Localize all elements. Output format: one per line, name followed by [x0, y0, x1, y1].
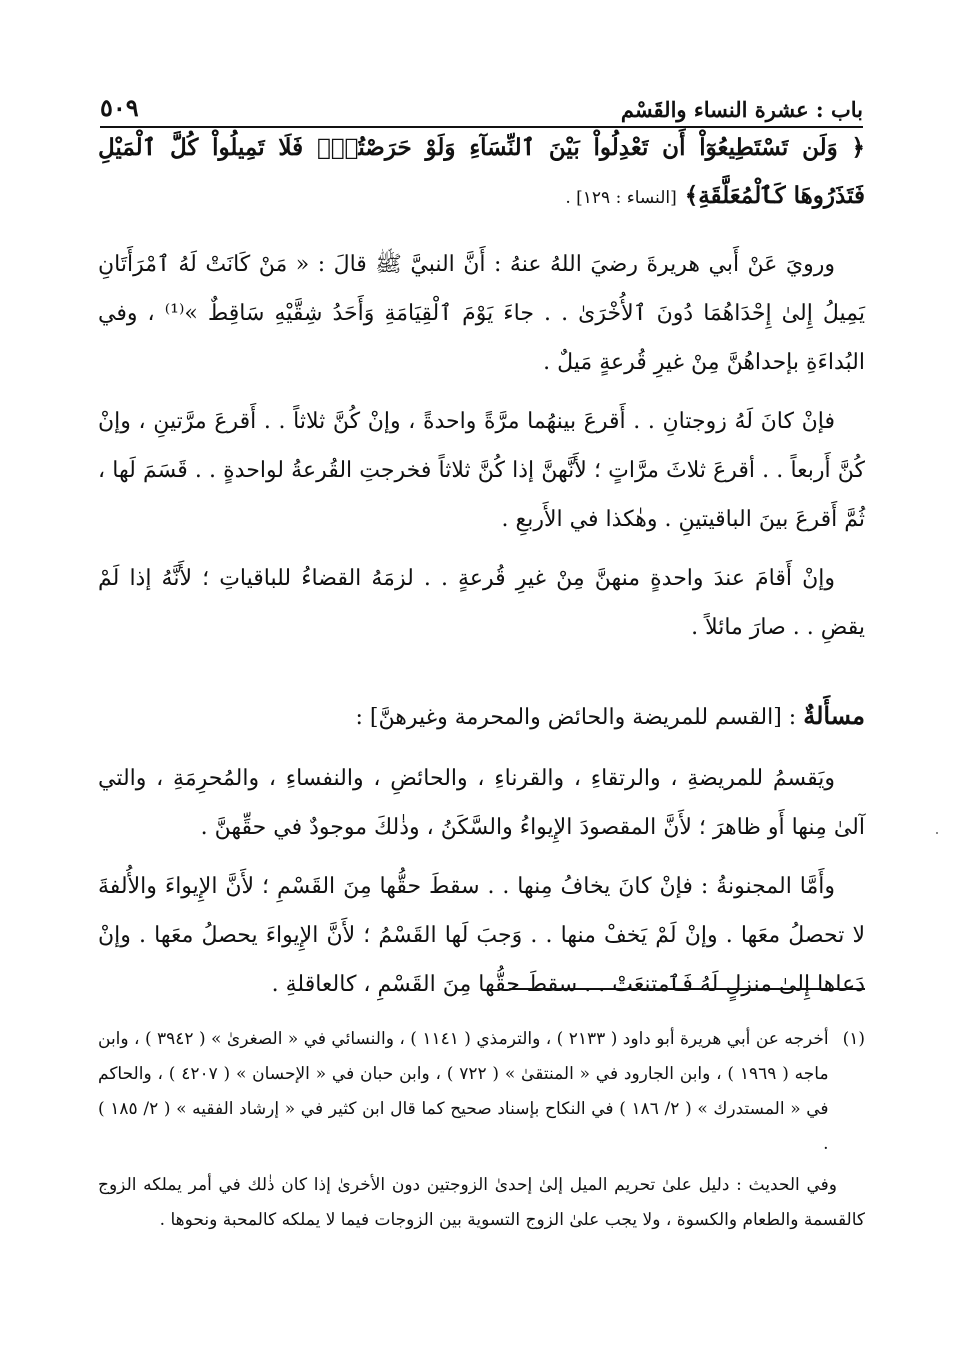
paragraph-hadith: ورويَ عَنْ أَبي هريرةَ رضيَ اللهُ عنهُ : أَنَّ النبيَّ ﷺ قالَ : « مَنْ كَانَتْ لَهُ ٱمْرَأَتَانِ يَمِيلُ إِلىٰ إِحْدَاهُمَا دُونَ ٱلأُخْرَىٰ . . جاءَ يَوْمَ ٱلْقِيَامَةِ وَأَحَدُ شِقَّيْهِ سَاقِطٌ »⁽¹⁾ ، وفي البُداءَةِ بإحداهُنَّ مِنْ غيرِ قُرعةٍ مَيلٌ . — [98, 252, 866, 375]
main-text — [98, 124, 865, 1019]
footnote-note: وفي الحديث : دليل علىٰ تحريم الميل إلىٰ إحدىٰ الزوجتين دون الأخرىٰ إذا كان ذٰلك في أمر يملكه الزوج كالقسمة والطعام والكسوة ، ولا يجب علىٰ الزوج التسوية بين الزوجات فيما لا يملكه كالمحبة ونحوها . — [98, 1175, 865, 1230]
quran-verse — [98, 124, 865, 222]
page-number: ٥٠٩ — [100, 93, 139, 122]
footnotes — [98, 1022, 865, 1238]
paragraph-makeup: وإنْ أَقامَ عندَ واحدةٍ منهنَّ مِنْ غيرِ قُرعةٍ . . لزمَهُ القضاءُ للباقياتِ ؛ لأَنَّهُ إذا لَمْ يقضِ . . صارَ مائلاً . — [98, 566, 865, 640]
paragraph-sick: ويَقسمُ للمريضةِ ، والرتقاءِ ، والقرناءِ ، والحائضِ ، والنفساءِ ، والمُحرِمَةِ ، والتي آلىٰ مِنها أَو ظاهرَ ؛ لأَنَّ المقصودَ الإِيواءُ والسَّكَنُ ، وذٰلكَ موجودٌ في حقِّهنَّ . — [98, 766, 865, 840]
footnote-1 — [98, 1022, 865, 1162]
footnote-text: أخرجه عن أبي هريرة أبو داود ( ٢١٣٣ ) ، والترمذي ( ١١٤١ ) ، والنسائي في « الصغرىٰ » ( ٣٩٤٢ ) ، وابن ماجه ( ١٩٦٩ ) ، وابن الجارود في « المنتقىٰ » ( ٧٢٢ ) ، وابن حبان في « الإحسان » ( ٤٢٠٧ ) ، والحاكم في « المستدرك » ( ٢/ ١٨٦ ) في النكاح بإسناد صحيح كما قال ابن كثير في « إرشاد الفقيه » ( ٢/ ١٨٥ ) . — [98, 1029, 829, 1154]
issue-heading — [98, 692, 865, 742]
issue-keyword: مسأَلةٌ — [803, 701, 865, 730]
paragraph-insane: وأَمَّا المجنونةُ : فإنْ كانَ يخافُ مِنها . . سقطَ حقُّها مِنَ القَسْمِ ؛ لأَنَّ الإِيواءَ والأُلفةَ لا تحصلُ معَها . وإنْ لَمْ يَخفْ منها . . وَجبَ لَها القَسْمُ ؛ لأَنَّ الإِيواءَ يحصلُ معَها . وإنْ دَعاها إِلىٰ منزلٍ لَهُ فَٱمتنعَتْ . . سقطَ حقُّها مِنَ القَسْمِ ، كالعاقلةِ . — [98, 874, 865, 997]
issue-title: : [القسم للمريضة والحائض والمحرمة وغيرهنَّ] : — [355, 705, 797, 730]
verse-text: ﴿ وَلَن تَسْتَطِيعُوٓاْ أَن تَعْدِلُواْ بَيْنَ ٱلنِّسَآءِ وَلَوْ حَرَصْتُمْۖ فَلَا تَمِيلُواْ كُلَّ ٱلْمَيْلِ فَتَذَرُوهَا كَٱلْمُعَلَّقَةِ﴾ — [98, 134, 865, 209]
page-header — [100, 88, 863, 128]
chapter-title: باب : عشرة النساء والقَسْم — [620, 97, 863, 122]
footnote-divider — [509, 988, 865, 990]
verse-reference: [النساء : ١٢٩] . — [565, 188, 677, 208]
paragraph-lottery: فإنْ كانَ لَهُ زوجتانِ . . أَقرعَ بينهُما مرَّةً واحدةً ، وإنْ كُنَّ ثلاثاً . . أَقرعَ مرَّتينِ ، وإنْ كُنَّ أَربعاً . . أقرعَ ثلاثَ مرَّاتٍ ؛ لأَنَّهنَّ إذا كُنَّ ثلاثاً فخرجتِ القُرعةُ لواحدةٍ . . قَسَمَ لَها ، ثُمَّ أَقرعَ بينَ الباقيتينِ . وهٰكذا في الأَربعِ . — [98, 409, 865, 532]
footnote-number: (١) — [842, 1029, 865, 1049]
margin-dot — [936, 832, 938, 834]
